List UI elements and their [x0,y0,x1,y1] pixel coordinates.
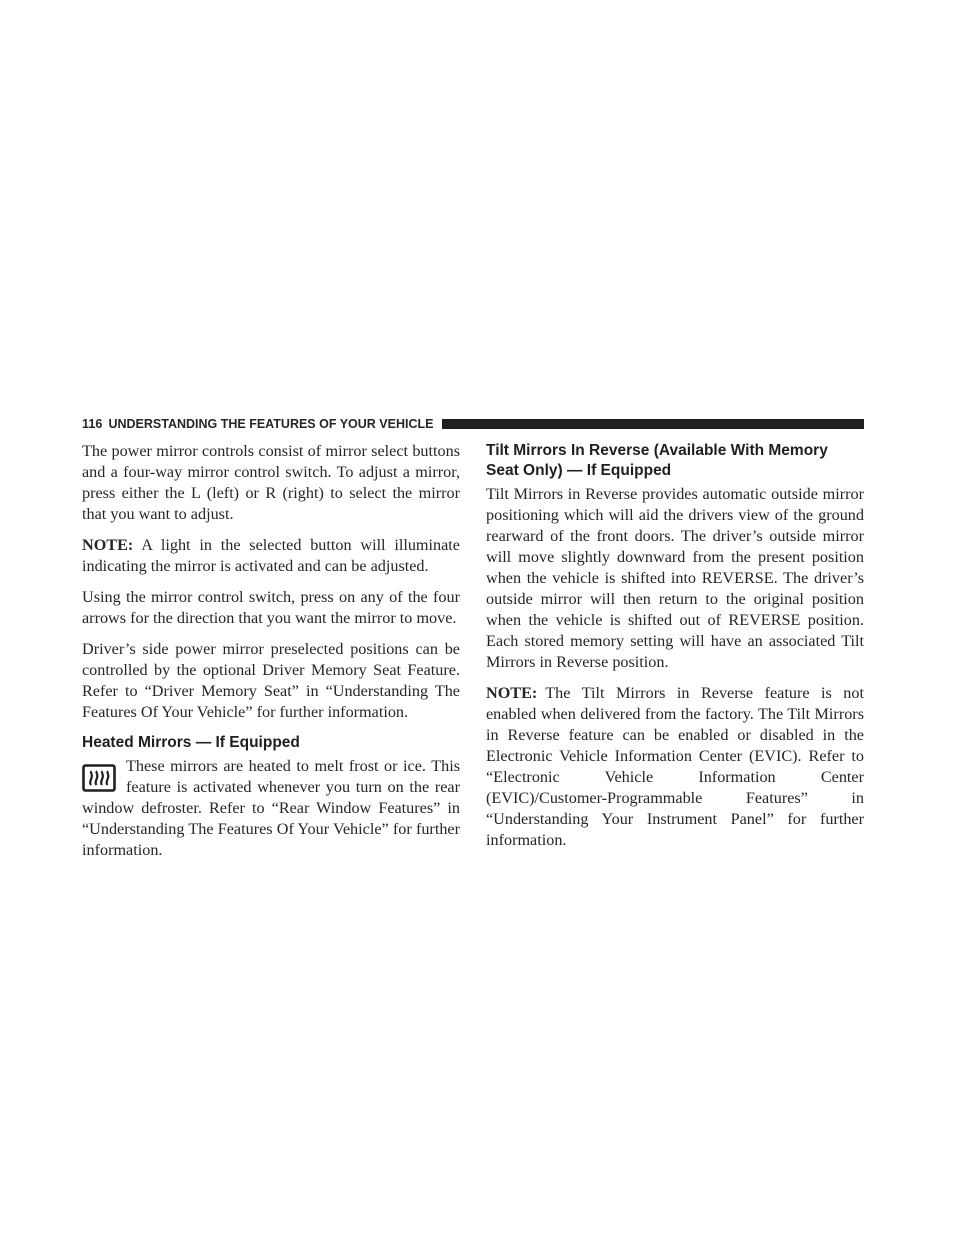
left-column [82,441,460,861]
heated-mirrors-heading: Heated Mirrors — If Equipped [82,734,300,751]
note-illuminate [82,535,460,577]
note-tilt-mirrors [486,683,864,851]
note-label: NOTE: [82,536,134,554]
note-text: The Tilt Mirrors in Reverse feature is not enabled when delivered from the factory. The Tilt Mirrors in Reverse feature can be enabled or disabled in the Electronic Vehicle Information Center (EVIC). Refer to “Electronic Vehicle Information Center (EVIC)/Customer-Programmable Features” in “Understanding Your Instrument Panel” for further information. [486,684,864,849]
heated-mirrors-text: These mirrors are heated to melt frost or ice. This feature is activated whenever you turn on the rear window defroster. Refer to “Rear Window Features” in “Understanding The Features Of Your Vehicle” for further information. [82,757,460,859]
page-header [82,417,864,431]
rear-defroster-icon [82,764,116,792]
tilt-mirrors-heading: Tilt Mirrors In Reverse (Available With Memory Seat Only) — If Equipped [486,442,828,479]
page-number: 116 [82,417,103,431]
control-switch-paragraph: Using the mirror control switch, press on any of the four arrows for the direction that you want the mirror to move. [82,588,460,627]
note-label: NOTE: [486,684,538,702]
header-rule [442,419,865,429]
section-title: UNDERSTANDING THE FEATURES OF YOUR VEHICLE [108,417,434,431]
mirror-controls-paragraph: The power mirror controls consist of mirror select buttons and a four-way mirror control switch. To adjust a mirror, press either the L (left) or R (right) to select the mirror that you want to adjust. [82,442,460,523]
note-text: A light in the selected button will illuminate indicating the mirror is activated and can be adjusted. [82,536,460,575]
memory-seat-paragraph: Driver’s side power mirror preselected positions can be controlled by the optional Driver Memory Seat Feature. Refer to “Driver Memory Seat” in “Understanding The Features Of Your Vehicle” for further information. [82,640,460,721]
heated-mirrors-paragraph [82,756,460,861]
tilt-mirrors-paragraph: Tilt Mirrors in Reverse provides automatic outside mirror positioning which will aid the drivers view of the ground rearward of the front doors. The driver’s outside mirror will move slightly downward from the present position when the vehicle is shifted into REVERSE. The driver’s outside mirror will then return to the original position when the vehicle is shifted out of REVERSE position. Each stored memory setting will have an associated Tilt Mirrors in Reverse position. [486,485,864,671]
right-column [486,441,864,861]
